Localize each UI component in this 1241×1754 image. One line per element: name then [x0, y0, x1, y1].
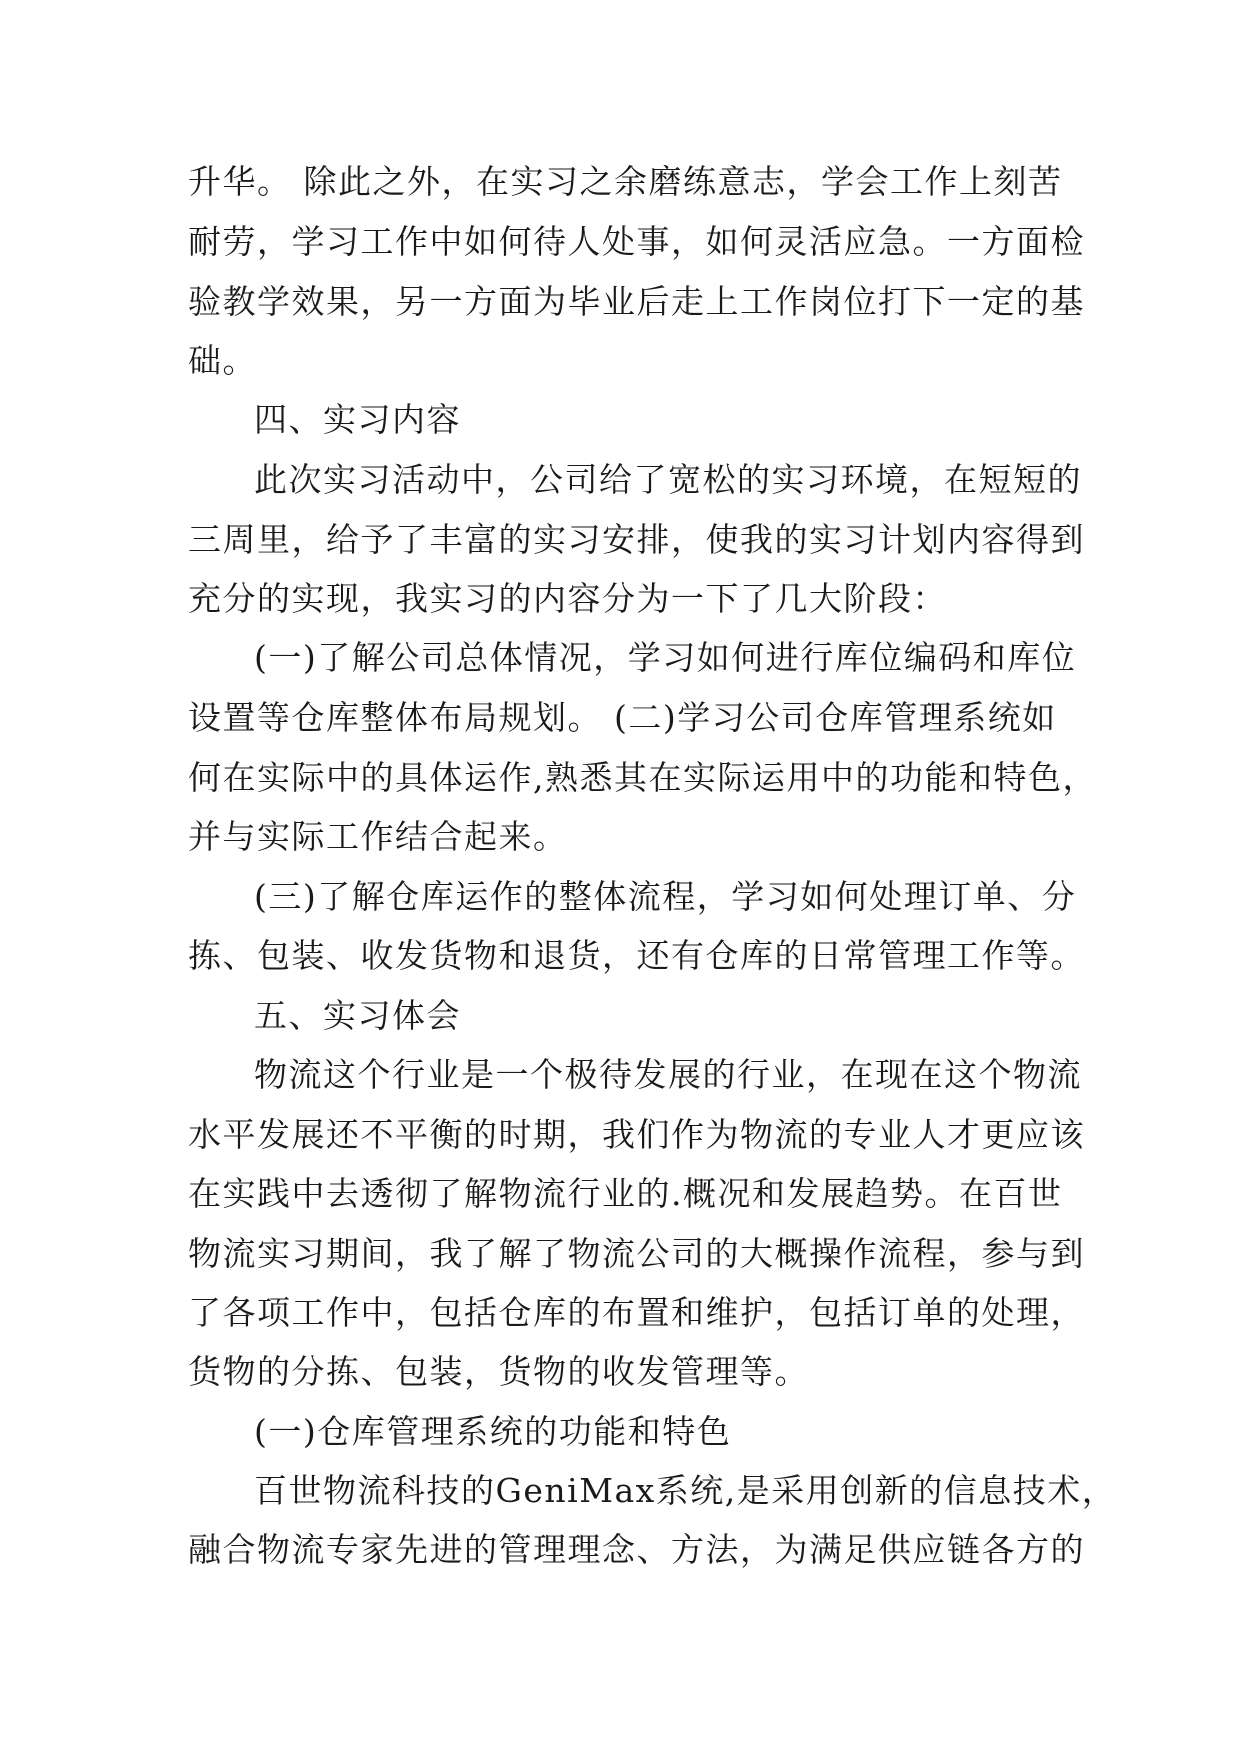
paragraph-line: 此次实习活动中，公司给了宽松的实习环境，在短短的	[254, 460, 1082, 499]
paragraph-line: 升华。 除此之外，在实习之余磨练意志，学会工作上刻苦	[188, 162, 1063, 201]
paragraph-line: 融合物流专家先进的管理理念、方法，为满足供应链各方的	[188, 1530, 1085, 1569]
paragraph-line: 础。	[188, 341, 257, 380]
paragraph-line: 了各项工作中，包括仓库的布置和维护，包括订单的处理，	[188, 1293, 1085, 1332]
paragraph-line: 水平发展还不平衡的时期，我们作为物流的专业人才更应该	[188, 1115, 1085, 1154]
paragraph-line: 充分的实现，我实习的内容分为一下了几大阶段：	[188, 579, 947, 618]
paragraph-line: 三周里，给予了丰富的实习安排，使我的实习计划内容得到	[188, 520, 1085, 559]
paragraph-line: 物流这个行业是一个极待发展的行业，在现在这个物流	[254, 1055, 1082, 1094]
paragraph-line: 何在实际中的具体运作,熟悉其在实际运用中的功能和特色，	[188, 758, 1097, 797]
section-heading: 五、实习体会	[254, 996, 461, 1035]
paragraph-line: 在实践中去透彻了解物流行业的.概况和发展趋势。在百世	[188, 1174, 1063, 1213]
paragraph-line: 耐劳，学习工作中如何待人处事，如何灵活应急。一方面检	[188, 222, 1085, 261]
paragraph-line: 货物的分拣、包装，货物的收发管理等。	[188, 1352, 809, 1391]
paragraph-line: 百世物流科技的GeniMax系统,是采用创新的信息技术，	[254, 1471, 1117, 1510]
paragraph-line: 并与实际工作结合起来。	[188, 817, 568, 856]
paragraph-line: 拣、包装、收发货物和退货，还有仓库的日常管理工作等。	[188, 936, 1085, 975]
section-heading: 四、实习内容	[254, 400, 461, 439]
paragraph-line: 验教学效果，另一方面为毕业后走上工作岗位打下一定的基	[188, 282, 1085, 321]
paragraph-line: 设置等仓库整体布局规划。 (二)学习公司仓库管理系统如	[188, 698, 1057, 737]
subsection-heading: (一)仓库管理系统的功能和特色	[254, 1412, 732, 1451]
paragraph-line: (三)了解仓库运作的整体流程，学习如何处理订单、分	[254, 877, 1077, 916]
paragraph-line: (一)了解公司总体情况，学习如何进行库位编码和库位	[254, 638, 1077, 677]
paragraph-line: 物流实习期间，我了解了物流公司的大概操作流程，参与到	[188, 1234, 1085, 1273]
